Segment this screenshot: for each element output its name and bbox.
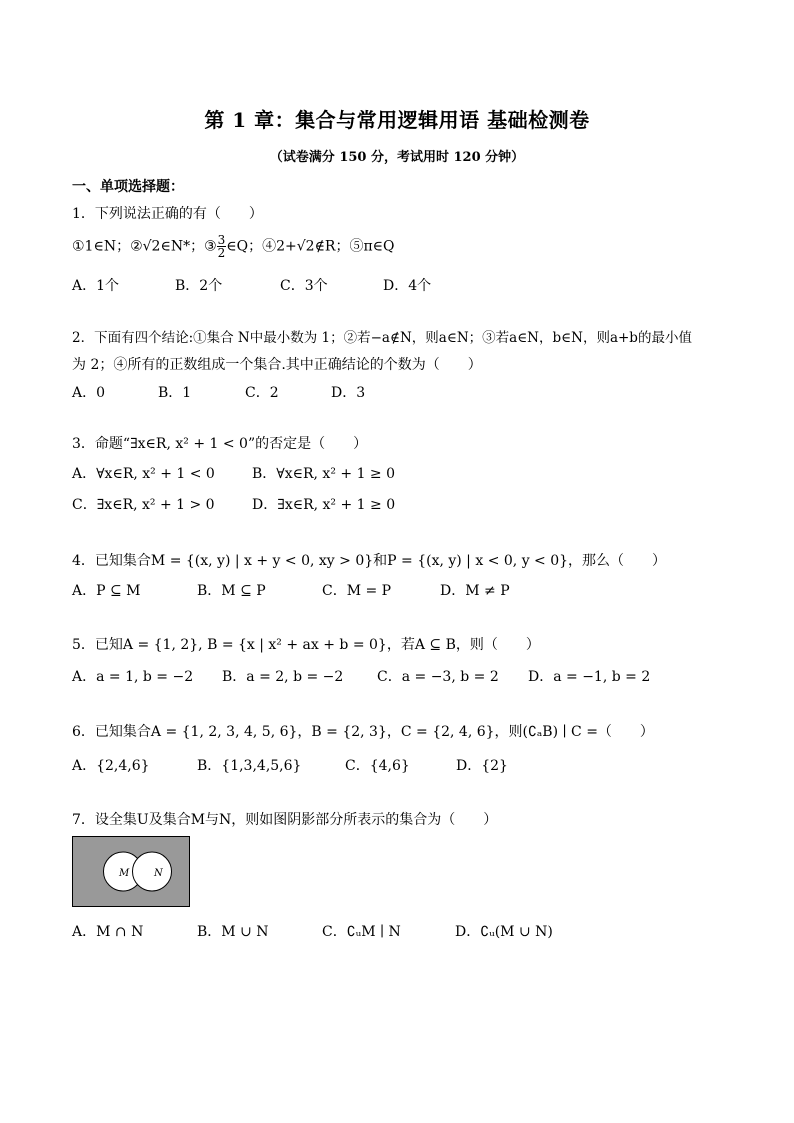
q7-stem: 7．设全集U及集合M与N，则如图阴影部分所表示的集合为（ ） bbox=[72, 812, 498, 828]
q5-option-c: C．a = −3, b = 2 bbox=[377, 669, 499, 685]
q1-frac-den: 2 bbox=[217, 246, 226, 260]
q1-items bbox=[72, 234, 395, 259]
venn-diagram bbox=[72, 836, 190, 907]
q3-option-b: B．∀x∈R, x² + 1 ≥ 0 bbox=[252, 466, 396, 482]
venn-circle-n bbox=[133, 852, 172, 891]
q1-items-part1: ①1∈N；②√2∈N*；③ bbox=[72, 238, 217, 255]
q5-option-b: B．a = 2, b = −2 bbox=[222, 669, 344, 685]
q2-option-c: C．2 bbox=[245, 385, 279, 401]
q7-option-b: B．M ∪ N bbox=[197, 924, 269, 940]
q7-option-c: C．∁ᵤM ∣ N bbox=[322, 924, 401, 940]
page-title: 第 1 章：集合与常用逻辑用语 基础检测卷 bbox=[204, 108, 590, 132]
q2-option-a: A．0 bbox=[72, 385, 106, 401]
venn-label-m: M bbox=[119, 868, 130, 879]
q1-frac-num: 3 bbox=[217, 233, 226, 247]
q4-option-b: B．M ⊆ P bbox=[197, 583, 266, 599]
q7-option-a: A．M ∩ N bbox=[72, 924, 144, 940]
q2-option-b: B．1 bbox=[158, 385, 192, 401]
q6-option-c: C．{4,6} bbox=[345, 758, 410, 774]
q5-option-a: A．a = 1, b = −2 bbox=[72, 669, 194, 685]
q6-option-b: B．{1,3,4,5,6} bbox=[197, 758, 302, 774]
q1-option-b: B．2个 bbox=[175, 278, 223, 294]
section-heading: 一、单项选择题： bbox=[72, 179, 184, 195]
q7-option-d: D．∁ᵤ(M ∪ N) bbox=[455, 924, 553, 940]
q2-stem-line2: 为 2；④所有的正数组成一个集合.其中正确结论的个数为（ ） bbox=[72, 357, 482, 373]
q1-option-a: A．1个 bbox=[72, 278, 120, 294]
q6-option-d: D．{2} bbox=[456, 758, 508, 774]
q1-fraction bbox=[217, 234, 227, 259]
q1-option-d: D．4个 bbox=[383, 278, 432, 294]
q5-stem: 5．已知A = {1, 2}, B = {x | x² + ax + b = 0}，若A ⊆ B，则（ ） bbox=[72, 637, 540, 653]
q3-option-d: D．∃x∈R, x² + 1 ≥ 0 bbox=[252, 497, 396, 513]
q4-option-c: C．M = P bbox=[322, 583, 392, 599]
q4-stem: 4．已知集合M = {(x, y) | x + y < 0, xy > 0}和P = {(x, y) | x < 0, y < 0}，那么（ ） bbox=[72, 553, 667, 569]
q1-stem: 1．下列说法正确的有（ ） bbox=[72, 206, 263, 222]
q4-option-d: D．M ≠ P bbox=[440, 583, 510, 599]
q6-stem: 6．已知集合A = {1, 2, 3, 4, 5, 6}，B = {2, 3}，C = {2, 4, 6}，则(∁ₐB) ∣ C =（ ） bbox=[72, 724, 654, 740]
q5-option-d: D．a = −1, b = 2 bbox=[528, 669, 651, 685]
q2-stem-line1: 2．下面有四个结论:①集合 N中最小数为 1；②若−a∉N，则a∈N；③若a∈N，b∈N，则a+b的最小值 bbox=[72, 330, 692, 346]
q3-option-a: A．∀x∈R, x² + 1 < 0 bbox=[72, 466, 215, 482]
q1-items-part2: ∈Q；④2+√2∉R；⑤π∈Q bbox=[226, 238, 395, 255]
q3-stem: 3．命题“∃x∈R, x² + 1 < 0”的否定是（ ） bbox=[72, 436, 368, 452]
q1-option-c: C．3个 bbox=[280, 278, 328, 294]
q6-option-a: A．{2,4,6} bbox=[72, 758, 150, 774]
page-subtitle: （试卷满分 150 分，考试用时 120 分钟） bbox=[269, 150, 525, 165]
q2-option-d: D．3 bbox=[331, 385, 366, 401]
q3-option-c: C．∃x∈R, x² + 1 > 0 bbox=[72, 497, 215, 513]
venn-label-n: N bbox=[154, 868, 163, 879]
q4-option-a: A．P ⊆ M bbox=[72, 583, 141, 599]
